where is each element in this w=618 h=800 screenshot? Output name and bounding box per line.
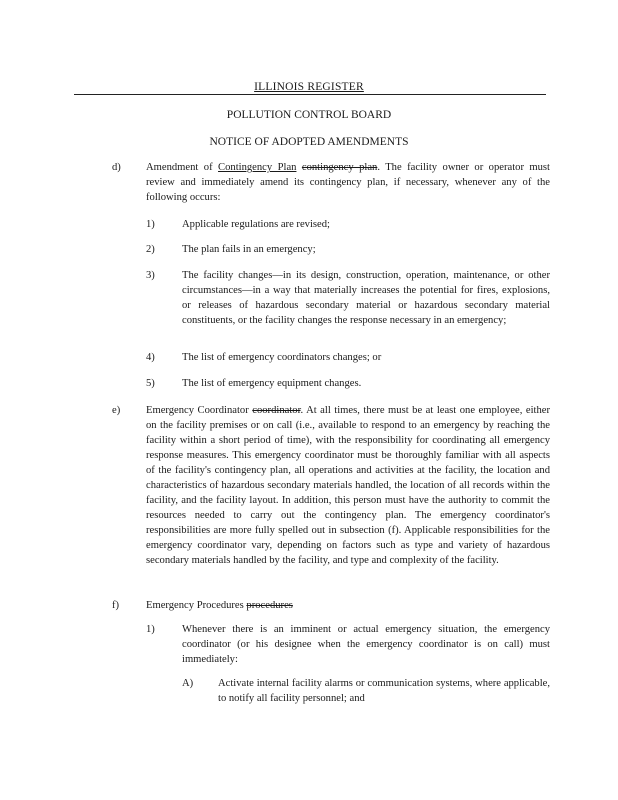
item-3-text: The facility changes—in its design, construction, operation, maintenance, or other circumstances—in a way that materially increases the potential for fires, explosions, or releases of hazardous secondary material or hazardous secondary material constituents, or the facility changes the response necessary in an emergency; [182, 270, 550, 326]
section-d-heading-old: contingency plan [301, 162, 378, 173]
header-rule [74, 94, 546, 95]
section-e-body: . At all times, there must be at least one employee, either on the facility premises or on call (i.e., available to respond to an emergency by reaching the facility within a short period of time), with the responsibility for coordinating all emergency response measures. This emergency coordinator must be thoroughly familiar with all aspects of the facility's contingency plan, all operations and activities at the facility, the location and characteristics of hazardous secondary materials handled, the location of all records within the facility, and the facility layout. In addition, this person must have the authority to commit the resources needed to carry out the contingency plan. The emergency coordinator's responsibilities are more fully spelled out in subsection (f). Applicable responsibilities for the emergency coordinator vary, depending on factors such as type and variety of hazardous secondary materials handled by the facility, and type and complexity of the facility. [146, 405, 550, 566]
section-e-heading-old: coordinator [252, 405, 301, 416]
sub-a-text: Activate internal facility alarms or communication systems, where applicable, to notify all facility personnel; and [218, 678, 550, 704]
item-1-marker: 1) [146, 219, 155, 230]
section-d-lead: Amendment of [146, 162, 219, 173]
sub-a-marker: A) [182, 678, 194, 689]
item-1-text: Applicable regulations are revised; [182, 219, 330, 230]
section-f-heading: Emergency Procedures [146, 600, 244, 611]
sub-1-text: Whenever there is an imminent or actual emergency situation, the emergency coordinator (or his designee when the emergency coordinator is on call) must immediately: [182, 624, 550, 665]
item-5-marker: 5) [146, 378, 155, 389]
section-d-marker: d) [112, 162, 121, 173]
item-2-marker: 2) [146, 244, 155, 255]
register-title: ILLINOIS REGISTER [254, 81, 364, 93]
section-e-paragraph [146, 403, 550, 568]
notice-title: NOTICE OF ADOPTED AMENDMENTS [209, 136, 409, 148]
board-name: POLLUTION CONTROL BOARD [226, 109, 392, 121]
section-f-marker: f) [112, 600, 120, 611]
section-e-marker: e) [112, 405, 121, 416]
section-f-heading-line [146, 598, 550, 613]
item-5-text: The list of emergency equipment changes. [182, 378, 362, 389]
section-d-paragraph [146, 160, 550, 205]
section-d-heading-new: Contingency Plan [218, 162, 297, 173]
sub-1-marker: 1) [146, 624, 155, 635]
section-f-heading-old: procedures [246, 600, 293, 611]
item-3-marker: 3) [146, 270, 155, 281]
item-4-marker: 4) [146, 352, 155, 363]
item-2-text: The plan fails in an emergency; [182, 244, 316, 255]
section-e-heading: Emergency Coordinator [146, 405, 249, 416]
item-4-text: The list of emergency coordinators changes; or [182, 352, 382, 363]
section-d-body: . The facility owner or operator must review and immediately amend its contingency plan, if necessary, whenever any of the following occurs: [146, 162, 550, 203]
